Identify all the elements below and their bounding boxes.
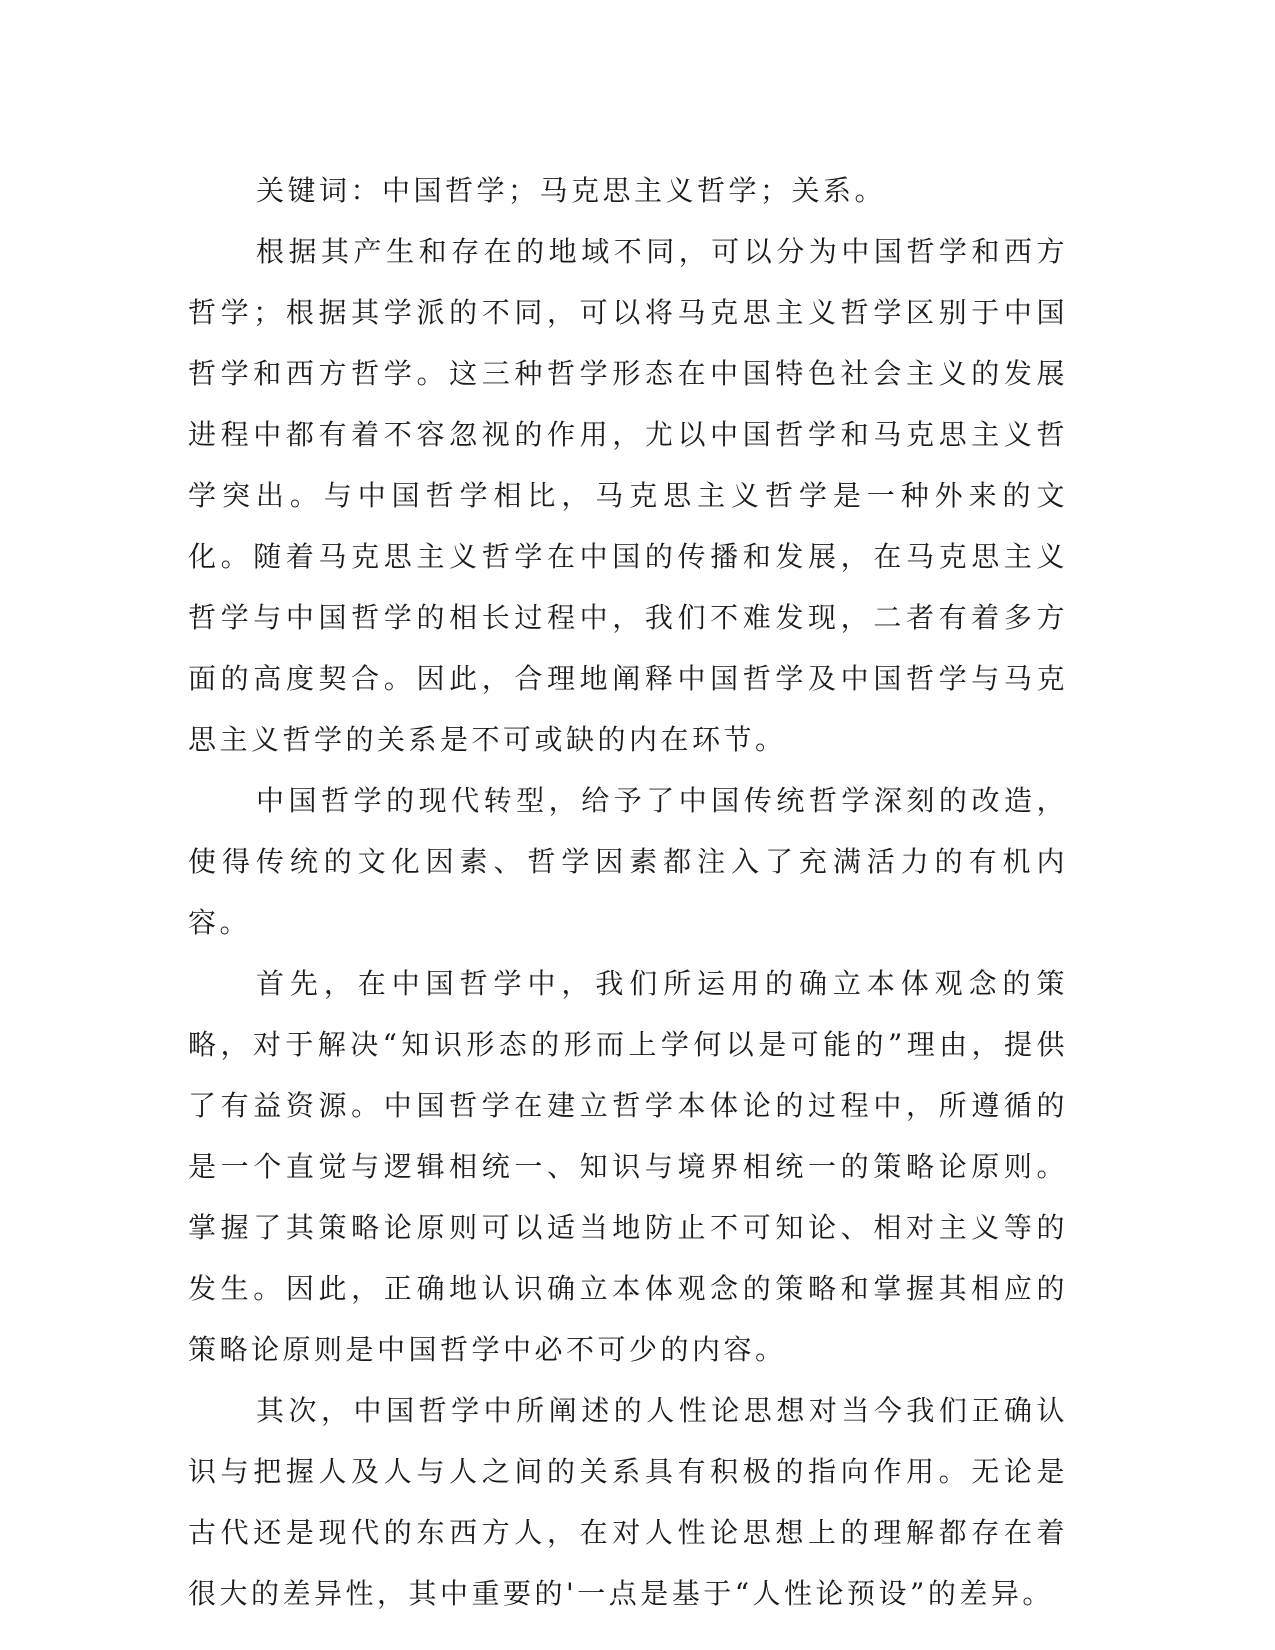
- document-body: [188, 160, 1068, 1624]
- paragraph-2: 中国哲学的现代转型，给予了中国传统哲学深刻的改造，使得传统的文化因素、哲学因素都注入了充满活力的有机内容。: [188, 784, 1068, 939]
- paragraph-4: 其次，中国哲学中所阐述的人性论思想对当今我们正确认识与把握人及人与人之间的关系具有积极的指向作用。无论是古代还是现代的东西方人，在对人性论思想上的理解都存在着很大的差异性，其中重要的'一点是基于“人性论预设”的差异。: [188, 1394, 1068, 1610]
- paragraph-3: 首先，在中国哲学中，我们所运用的确立本体观念的策略，对于解决“知识形态的形而上学何以是可能的”理由，提供了有益资源。中国哲学在建立哲学本体论的过程中，所遵循的是一个直觉与逻辑相统一、知识与境界相统一的策略论原则。掌握了其策略论原则可以适当地防止不可知论、相对主义等的发生。因此，正确地认识确立本体观念的策略和掌握其相应的策略论原则是中国哲学中必不可少的内容。: [188, 967, 1068, 1366]
- keywords-line: 关键词：中国哲学；马克思主义哲学；关系。: [256, 174, 887, 207]
- paragraph-1: 根据其产生和存在的地域不同，可以分为中国哲学和西方哲学；根据其学派的不同，可以将马克思主义哲学区别于中国哲学和西方哲学。这三种哲学形态在中国特色社会主义的发展进程中都有着不容忽视的作用，尤以中国哲学和马克思主义哲学突出。与中国哲学相比，马克思主义哲学是一种外来的文化。随着马克思主义哲学在中国的传播和发展，在马克思主义哲学与中国哲学的相长过程中，我们不难发现，二者有着多方面的高度契合。因此，合理地阐释中国哲学及中国哲学与马克思主义哲学的关系是不可或缺的内在环节。: [188, 235, 1068, 756]
